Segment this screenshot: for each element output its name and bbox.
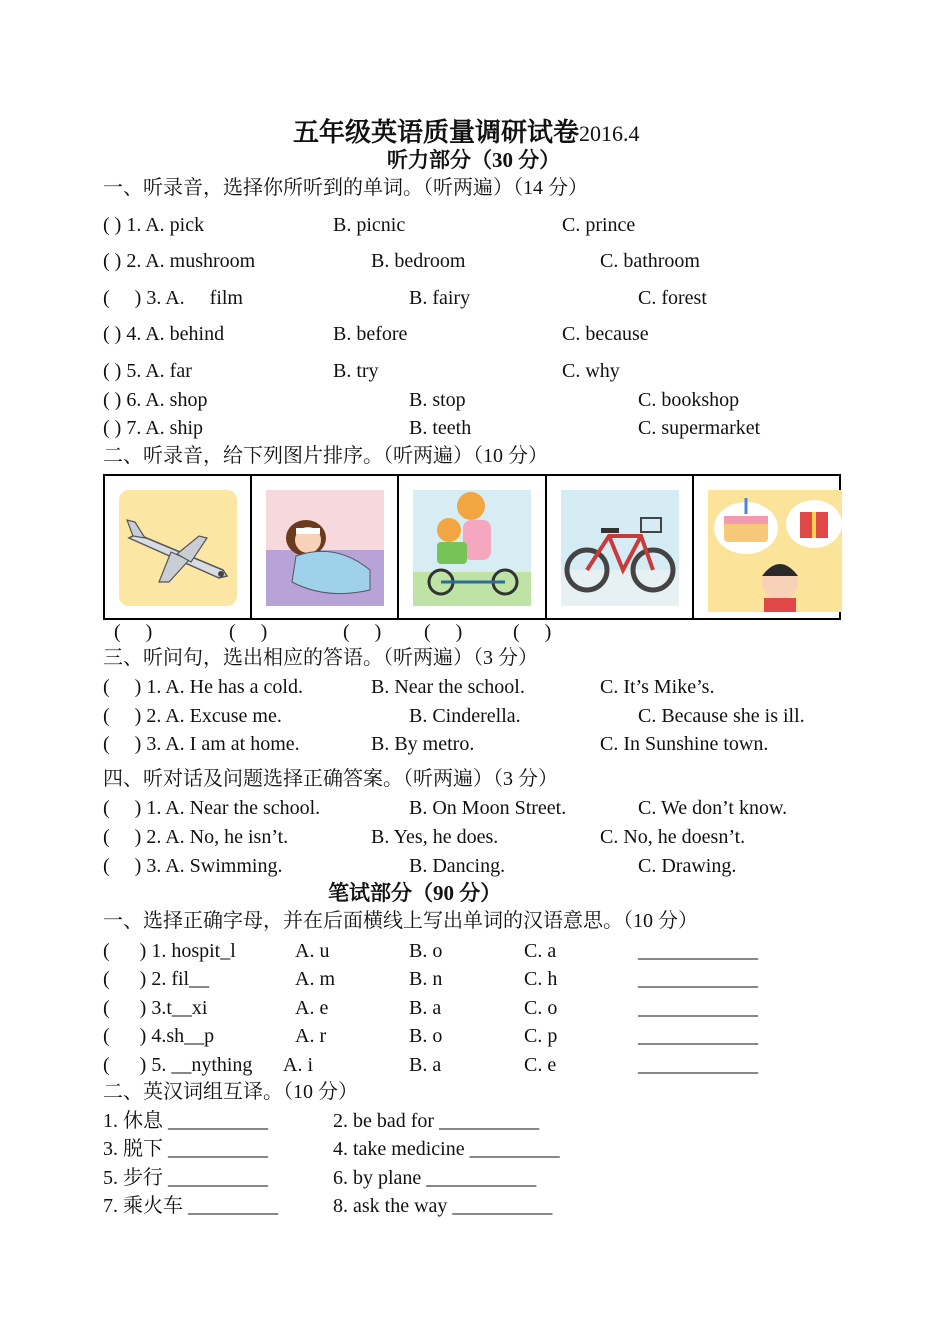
s4-q2-b: B. Yes, he does. bbox=[371, 826, 499, 848]
w1-q4: ( ) 4.sh__p bbox=[103, 1025, 215, 1047]
s1-q7-b: B. teeth bbox=[409, 417, 472, 439]
w1-q3-blank[interactable]: ____________ bbox=[638, 997, 758, 1019]
title-text: 五年级英语质量调研试卷 bbox=[293, 118, 580, 147]
w1-q2-c: C. h bbox=[524, 968, 558, 990]
page-title bbox=[293, 120, 640, 146]
s1-q4: ( ) 4. A. behind bbox=[103, 323, 225, 345]
s2-heading: 二、听录音，给下列图片排序。（听两遍）（10 分） bbox=[103, 445, 548, 467]
picture-bicycle bbox=[547, 476, 694, 618]
s3-q1-c: C. It’s Mike’s. bbox=[600, 676, 715, 698]
w1-q5-a: A. i bbox=[283, 1054, 313, 1076]
s1-q6-c: C. bookshop bbox=[638, 389, 740, 411]
s2-blank-1[interactable]: ( ) bbox=[114, 621, 153, 643]
s1-q2: ( ) 2. A. mushroom bbox=[103, 250, 256, 272]
w2-item-8[interactable]: 8. ask the way __________ bbox=[333, 1195, 553, 1217]
picture-sick-girl bbox=[252, 476, 399, 618]
s2-blank-4[interactable]: ( ) bbox=[424, 621, 463, 643]
s4-q2-c: C. No, he doesn’t. bbox=[600, 826, 746, 848]
w2-item-4[interactable]: 4. take medicine _________ bbox=[333, 1138, 560, 1160]
w1-q4-a: A. r bbox=[295, 1025, 327, 1047]
s3-q1: ( ) 1. A. He has a cold. bbox=[103, 676, 303, 698]
s4-q3: ( ) 3. A. Swimming. bbox=[103, 855, 283, 877]
w1-q5-blank[interactable]: ____________ bbox=[638, 1054, 758, 1076]
s1-q6-b: B. stop bbox=[409, 389, 466, 411]
written-heading: 笔试部分（90 分） bbox=[328, 881, 502, 905]
sick-girl-icon bbox=[266, 490, 384, 606]
w2-item-6[interactable]: 6. by plane ___________ bbox=[333, 1167, 537, 1189]
s4-q3-b: B. Dancing. bbox=[409, 855, 506, 877]
s3-q1-b: B. Near the school. bbox=[371, 676, 525, 698]
picture-airplane bbox=[105, 476, 252, 618]
s1-q1: ( ) 1. A. pick bbox=[103, 214, 205, 236]
s4-q1-b: B. On Moon Street. bbox=[409, 797, 567, 819]
w1-q5-c: C. e bbox=[524, 1054, 557, 1076]
w2-item-5[interactable]: 5. 步行 __________ bbox=[103, 1167, 268, 1189]
w1-q3-a: A. e bbox=[295, 997, 329, 1019]
s2-blank-2[interactable]: ( ) bbox=[229, 621, 268, 643]
w1-q3-c: C. o bbox=[524, 997, 558, 1019]
w1-q5: ( ) 5. __nything bbox=[103, 1054, 253, 1076]
s1-q4-c: C. because bbox=[562, 323, 649, 345]
s1-q5-b: B. try bbox=[333, 360, 379, 382]
s1-q2-b: B. bedroom bbox=[371, 250, 466, 272]
w1-q1: ( ) 1. hospit_l bbox=[103, 940, 236, 962]
s1-q5: ( ) 5. A. far bbox=[103, 360, 192, 382]
s3-q2-b: B. Cinderella. bbox=[409, 705, 521, 727]
s2-blank-5[interactable]: ( ) bbox=[513, 621, 552, 643]
airplane-icon bbox=[119, 490, 237, 606]
s1-q7-c: C. supermarket bbox=[638, 417, 761, 439]
listening-heading: 听力部分（30 分） bbox=[387, 148, 561, 172]
s1-q1-b: B. picnic bbox=[333, 214, 406, 236]
w2-item-2[interactable]: 2. be bad for __________ bbox=[333, 1110, 540, 1132]
w1-q4-c: C. p bbox=[524, 1025, 558, 1047]
w1-q1-blank[interactable]: ____________ bbox=[638, 940, 758, 962]
w2-item-3[interactable]: 3. 脱下 __________ bbox=[103, 1138, 268, 1160]
s3-q3-b: B. By metro. bbox=[371, 733, 475, 755]
s4-q2: ( ) 2. A. No, he isn’t. bbox=[103, 826, 289, 848]
w1-heading: 一、选择正确字母，并在后面横线上写出单词的汉语意思。（10 分） bbox=[103, 910, 698, 932]
s4-q3-c: C. Drawing. bbox=[638, 855, 737, 877]
w1-q2-a: A. m bbox=[295, 968, 335, 990]
s3-heading: 三、听问句，选出相应的答语。（听两遍）（3 分） bbox=[103, 647, 538, 669]
s3-q2: ( ) 2. A. Excuse me. bbox=[103, 705, 282, 727]
s4-q1: ( ) 1. A. Near the school. bbox=[103, 797, 321, 819]
w2-item-7[interactable]: 7. 乘火车 _________ bbox=[103, 1195, 278, 1217]
s1-q4-b: B. before bbox=[333, 323, 408, 345]
w2-heading: 二、英汉词组互译。（10 分） bbox=[103, 1081, 358, 1103]
w1-q2: ( ) 2. fil__ bbox=[103, 968, 210, 990]
s2-blank-3[interactable]: ( ) bbox=[343, 621, 382, 643]
w1-q3: ( ) 3.t__xi bbox=[103, 997, 208, 1019]
s3-q2-c: C. Because she is ill. bbox=[638, 705, 805, 727]
picture-table bbox=[103, 474, 841, 620]
w1-q1-b: B. o bbox=[409, 940, 443, 962]
w1-q2-blank[interactable]: ____________ bbox=[638, 968, 758, 990]
title-date: 2016.4 bbox=[579, 121, 640, 146]
w1-q1-a: A. u bbox=[295, 940, 330, 962]
s1-q3-b: B. fairy bbox=[409, 287, 471, 309]
s3-q3: ( ) 3. A. I am at home. bbox=[103, 733, 300, 755]
w1-q2-b: B. n bbox=[409, 968, 443, 990]
s1-q2-c: C. bathroom bbox=[600, 250, 700, 272]
w2-item-1[interactable]: 1. 休息 __________ bbox=[103, 1110, 268, 1132]
cats-bicycle-icon bbox=[413, 490, 531, 606]
s1-heading: 一、听录音，选择你所听到的单词。（听两遍）（14 分） bbox=[103, 177, 588, 199]
s4-q1-c: C. We don’t know. bbox=[638, 797, 788, 819]
s1-q6: ( ) 6. A. shop bbox=[103, 389, 208, 411]
w1-q5-b: B. a bbox=[409, 1054, 442, 1076]
s1-q1-c: C. prince bbox=[562, 214, 636, 236]
birthday-boy-icon bbox=[708, 490, 842, 612]
w1-q4-b: B. o bbox=[409, 1025, 443, 1047]
s1-q7: ( ) 7. A. ship bbox=[103, 417, 203, 439]
s4-heading: 四、听对话及问题选择正确答案。（听两遍）（3 分） bbox=[103, 768, 558, 790]
w1-q1-c: C. a bbox=[524, 940, 557, 962]
picture-birthday-boy bbox=[694, 476, 839, 618]
s3-q3-c: C. In Sunshine town. bbox=[600, 733, 769, 755]
picture-cats-bicycle bbox=[399, 476, 546, 618]
w1-q4-blank[interactable]: ____________ bbox=[638, 1025, 758, 1047]
s1-q5-c: C. why bbox=[562, 360, 620, 382]
s1-q3: ( ) 3. A. film bbox=[103, 287, 243, 309]
s1-q3-c: C. forest bbox=[638, 287, 707, 309]
bicycle-icon bbox=[561, 490, 679, 606]
w1-q3-b: B. a bbox=[409, 997, 442, 1019]
